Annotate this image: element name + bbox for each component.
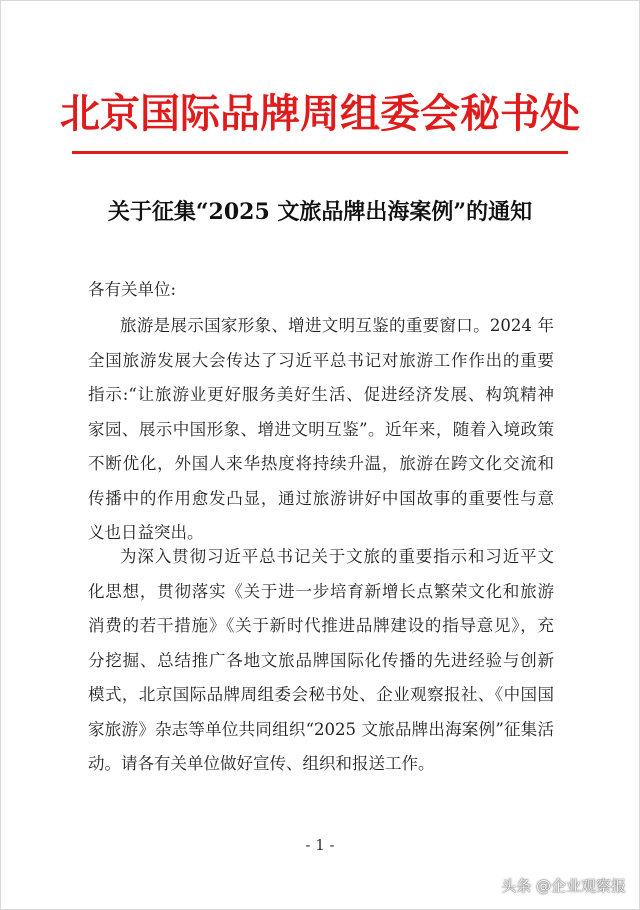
paragraph-line: 家旅游》杂志等单位共同组织“2025 文旅品牌出海案例”征集活 <box>88 719 554 739</box>
page-number: - 1 - <box>305 836 335 854</box>
paragraph-line: 义也日益突出。 <box>88 523 204 542</box>
paragraph-line: 为深入贯彻习近平总书记关于文旅的重要指示和习近平文 <box>120 547 554 566</box>
paragraph-line: 消费的若干措施》《关于新时代推进品牌建设的指导意见》，充 <box>88 616 554 635</box>
paragraph-line: 全国旅游发展大会传达了习近平总书记对旅游工作作出的重要 <box>88 350 554 370</box>
paragraph-line: 化思想，贯彻落实《关于进一步培育新增长点繁荣文化和旅游 <box>88 581 554 601</box>
paragraph-line: 不断优化，外国人来华热度将持续升温，旅游在跨文化交流和 <box>88 454 554 473</box>
salutation: 各有关单位: <box>88 280 177 299</box>
paragraph-2 <box>88 540 554 782</box>
source-watermark: 头条 @企业观察报 <box>501 877 626 895</box>
org-header-title: 北京国际品牌周组委会秘书处 <box>60 90 580 137</box>
paragraph-line: 旅游是展示国家形象、增进文明互鉴的重要窗口。2024 年 <box>120 316 554 335</box>
paragraph-line: 指示:“让旅游业更好服务美好生活、促进经济发展、构筑精神 <box>88 385 554 404</box>
notice-title: 关于征集“2025 文旅品牌出海案例”的通知 <box>107 199 533 225</box>
paragraph-line: 家园、展示中国形象、增进文明互鉴”。近年来，随着入境政策 <box>88 419 554 439</box>
paragraph-line: 模式，北京国际品牌周组委会秘书处、企业观察报社、《中国国 <box>88 685 554 704</box>
paragraph-line: 传播中的作用愈发凸显，通过旅游讲好中国故事的重要性与意 <box>88 488 554 508</box>
paragraph-line: 分挖掘、总结推广各地文旅品牌国际化传播的先进经验与创新 <box>88 650 554 670</box>
red-divider-line <box>72 151 568 154</box>
paragraph-1 <box>88 309 554 551</box>
paragraph-line: 动。请各有关单位做好宣传、组织和报送工作。 <box>88 754 435 773</box>
